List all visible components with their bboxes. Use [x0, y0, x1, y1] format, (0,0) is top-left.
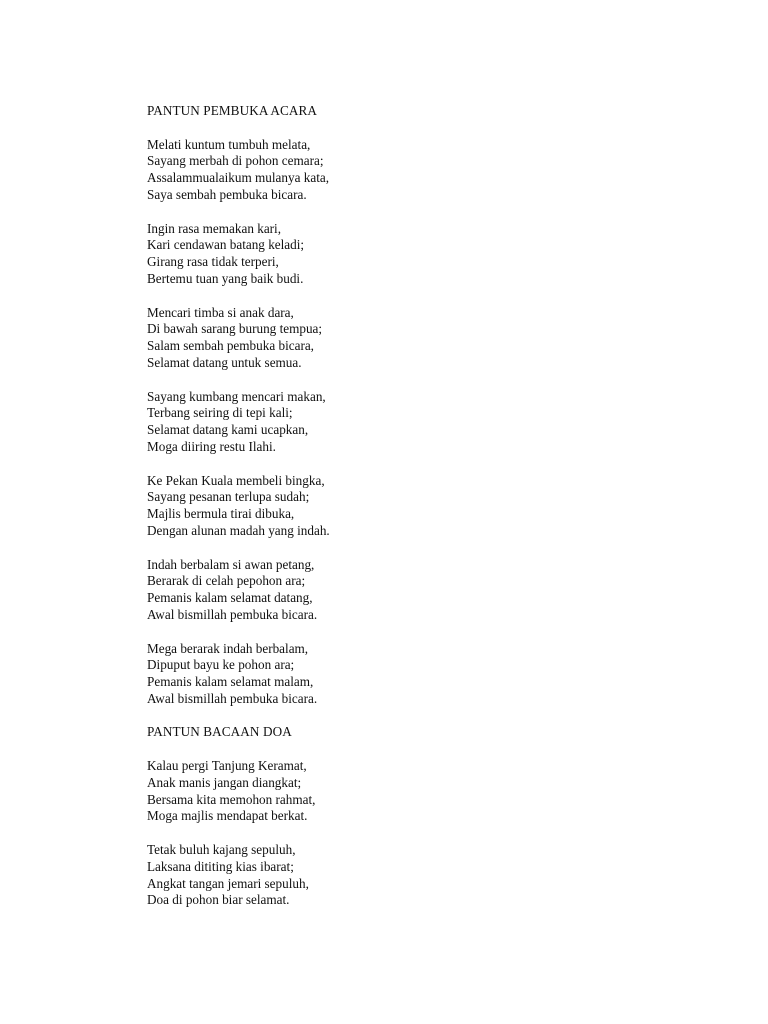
verse-line: Tetak buluh kajang sepuluh,: [147, 842, 296, 858]
section-title: PANTUN PEMBUKA ACARA: [147, 103, 318, 118]
verse-line: Mega berarak indah berbalam,: [147, 640, 309, 656]
verse-line: Anak manis jangan diangkat;: [147, 774, 302, 790]
verse-line: Awal bismillah pembuka bicara.: [147, 690, 318, 706]
verse-line: Ke Pekan Kuala membeli bingka,: [147, 472, 325, 488]
verse-line: Bertemu tuan yang baik budi.: [147, 270, 304, 286]
verse-line: Selamat datang untuk semua.: [147, 354, 302, 370]
verse-line: Moga majlis mendapat berkat.: [147, 808, 308, 824]
verse-line: Berarak di celah pepohon ara;: [147, 573, 306, 589]
verse-line: Pemanis kalam selamat datang,: [147, 590, 313, 606]
stanza: [147, 842, 707, 909]
stanza: [147, 221, 707, 288]
stanza: [147, 389, 707, 456]
verse-line: Majlis bermula tirai dibuka,: [147, 506, 295, 522]
verse-line: Di bawah sarang burung tempua;: [147, 321, 323, 337]
verse-line: Dengan alunan madah yang indah.: [147, 522, 330, 538]
verse-line: Girang rasa tidak terperi,: [147, 254, 279, 270]
verse-line: Mencari timba si anak dara,: [147, 304, 294, 320]
verse-line: Awal bismillah pembuka bicara.: [147, 606, 318, 622]
verse-line: Laksana dititing kias ibarat;: [147, 858, 294, 874]
section-pembuka: [147, 103, 707, 708]
verse-line: Angkat tangan jemari sepuluh,: [147, 875, 309, 891]
document-page: [147, 103, 707, 926]
stanza: [147, 641, 707, 708]
verse-line: Assalammualaikum mulanya kata,: [147, 170, 330, 186]
verse-line: Dipuput bayu ke pohon ara;: [147, 657, 295, 673]
verse-line: Melati kuntum tumbuh melata,: [147, 136, 311, 152]
section-bacaan-doa: [147, 724, 707, 909]
verse-line: Sayang merbah di pohon cemara;: [147, 153, 324, 169]
verse-line: Sayang kumbang mencari makan,: [147, 388, 326, 404]
verse-line: Bersama kita memohon rahmat,: [147, 791, 316, 807]
verse-line: Pemanis kalam selamat malam,: [147, 674, 314, 690]
verse-line: Moga diiring restu Ilahi.: [147, 438, 276, 454]
stanza: [147, 557, 707, 624]
stanza: [147, 137, 707, 204]
verse-line: Selamat datang kami ucapkan,: [147, 422, 309, 438]
verse-line: Kalau pergi Tanjung Keramat,: [147, 758, 307, 774]
stanza: [147, 758, 707, 825]
verse-line: Terbang seiring di tepi kali;: [147, 405, 293, 421]
stanza: [147, 473, 707, 540]
verse-line: Doa di pohon biar selamat.: [147, 892, 290, 908]
stanza: [147, 305, 707, 372]
verse-line: Ingin rasa memakan kari,: [147, 220, 282, 236]
verse-line: Kari cendawan batang keladi;: [147, 237, 305, 253]
verse-line: Indah berbalam si awan petang,: [147, 556, 315, 572]
verse-line: Salam sembah pembuka bicara,: [147, 338, 314, 354]
verse-line: Sayang pesanan terlupa sudah;: [147, 489, 310, 505]
verse-line: Saya sembah pembuka bicara.: [147, 186, 307, 202]
section-title: PANTUN BACAAN DOA: [147, 724, 292, 740]
